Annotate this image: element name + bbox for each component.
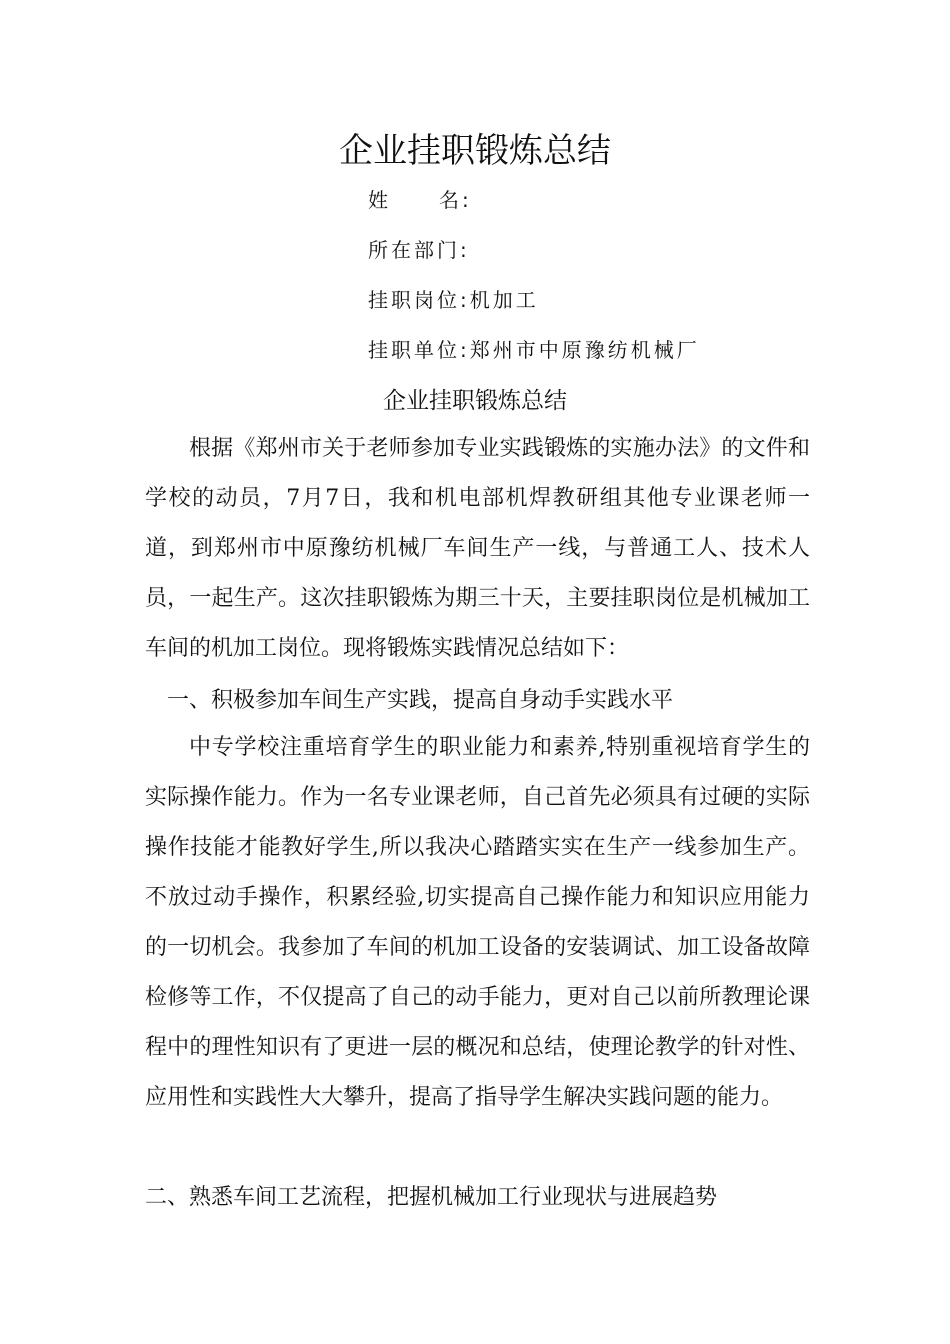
- info-unit: [368, 336, 700, 364]
- document-subtitle: 企业挂职锻炼总结: [383, 388, 567, 414]
- paragraph-section-1: 中专学校注重培育学生的职业能力和素养,特别重视培育学生的实际操作能力。作为一名专业课老师，自己首先必须具有过硬的实际操作技能才能教好学生,所以我决心踏踏实实在生产一线参加生产。不放过动手操作，积累经验,切实提高自己操作能力和知识应用能力的一切机会。我参加了车间的机加工设备的安装调试、加工设备故障检修等工作，不仅提高了自己的动手能力，更对自己以前所教理论课程中的理性知识有了更进一层的概况和总结，使理论教学的针对性、应用性和实践性大大攀升，提高了指导学生解决实践问题的能力。: [145, 735, 810, 1110]
- info-name-label-part1: 姓: [368, 188, 391, 212]
- paragraph-intro: 根据《郑州市关于老师参加专业实践锻炼的实施办法》的文件和学校的动员，7月7日，我和机电部机焊教研组其他专业课老师一道，到郑州市中原豫纺机械厂车间生产一线，与普通工人、技术人员，一起生产。这次挂职锻炼为期三十天，主要挂职岗位是机械加工车间的机加工岗位。现将锻炼实践情况总结如下：: [145, 436, 810, 661]
- section-heading-2: 二、熟悉车间工艺流程，把握机械加工行业现状与进展趋势: [145, 1185, 718, 1210]
- info-name: [368, 186, 472, 214]
- info-unit-value: 郑州市中原豫纺机械厂: [469, 338, 700, 362]
- info-name-label-part2: 名:: [439, 188, 472, 212]
- info-position-label: 挂职岗位:: [368, 288, 470, 312]
- document-title: 企业挂职锻炼总结: [339, 131, 611, 171]
- info-position-value: 机加工: [469, 288, 539, 312]
- info-position: [368, 286, 539, 314]
- info-unit-label: 挂职单位:: [368, 338, 470, 362]
- info-department-label: 所在部门:: [368, 238, 470, 262]
- info-department: [368, 236, 470, 264]
- section-heading-1: 一、积极参加车间生产实践，提高自身动手实践水平: [167, 688, 674, 713]
